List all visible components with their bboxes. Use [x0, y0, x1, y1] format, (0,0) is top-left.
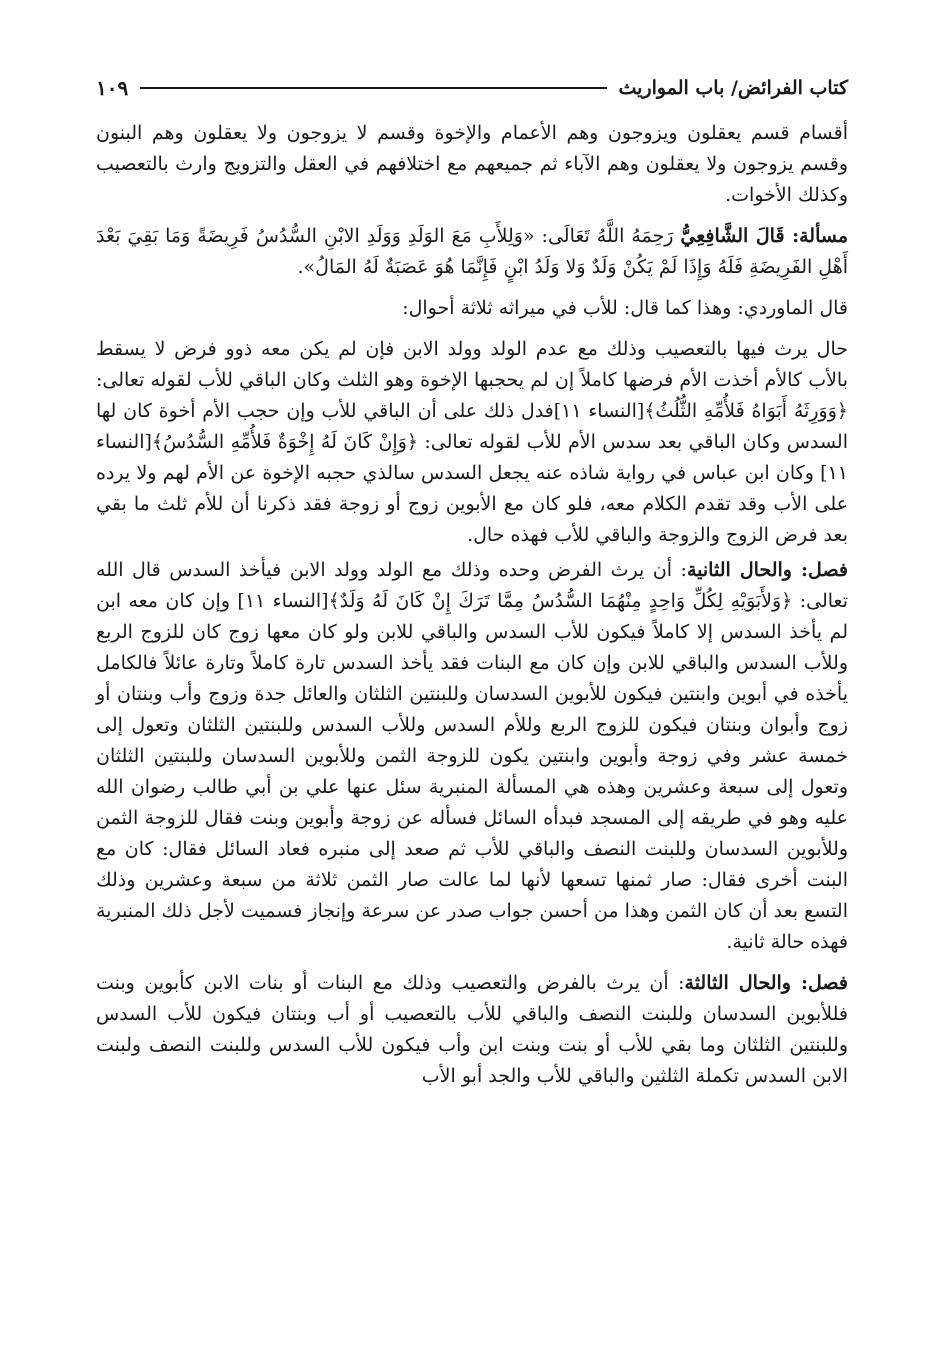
paragraph-1-text: أقسام قسم يعقلون ويزوجون وهم الأعمام والإخوة وقسم لا يزوجون ولا يعقلون وهم البنون وقسم يزوجون ولا يعقلون وهم الآباء ثم جميعهم مع اختلافهم في العقل والتزويج وارث بالتعصيب وكذلك الأخوات.: [96, 122, 848, 206]
paragraph-6-text: : أن يرث بالفرض والتعصيب وذلك مع البنات أو بنات الابن كأبوين وبنت فللأبوين السدسان وللبنت النصف والباقي للأب بالتعصيب أو أب وبنتان فيكون للأب السدس وللبنتين الثلثان وما بقي للأب أو بنت وبنت ابن وأب فيكون للأب السدس وللبنت النصف ولبنت الابن السدس تكملة الثلثين والباقي للأب والجد أبو الأب: [96, 972, 848, 1087]
paragraph-2-lead: مسألة: قَالَ الشَّافِعِيُّ: [680, 225, 849, 247]
paragraph-5-lead: فصل: والحال الثانية: [686, 559, 848, 581]
paragraph-6-lead: فصل: والحال الثالثة: [684, 972, 848, 994]
book-page: [96, 70, 848, 1092]
paragraph-1: [96, 118, 848, 211]
header-title: كتاب الفرائض/ باب المواريث: [618, 77, 848, 99]
header-rule: [140, 87, 606, 89]
paragraph-4: [96, 334, 848, 551]
paragraph-5: [96, 555, 848, 958]
paragraph-4-text: حال يرث فيها بالتعصيب وذلك مع عدم الولد وولد الابن فإن لم يكن معه ذوو فرض لا يسقط بالأب كالأم أخذت الأم فرضها كاملاً إن لم يحجبها الإخوة وهو الثلث وكان الباقي للأب لقوله تعالى: ﴿وَوَرِثَهُ أَبَوَاهُ فَلأُمِّهِ الثُّلُثُ﴾[النساء ١١]فدل ذلك على أن الباقي للأب وإن حجب الأم أخوة كان لها السدس وكان الباقي بعد سدس الأم للأب لقوله تعالى: ﴿وَإِنْ كَانَ لَهُ إِخْوَةٌ فَلأُمِّهِ السُّدُسُ﴾[النساء ١١] وكان ابن عباس في رواية شاذه عنه يجعل السدس سالذي حجبه الإخوة عن الأم لهم ولا يرده على الأب وقد تقدم الكلام معه، فلو كان مع الأبوين زوج أو زوجة فقد ذكرنا أن للأم ثلث ما بقي بعد فرض الزوج والزوجة والباقي للأب فهذه حال.: [96, 338, 848, 546]
paragraph-2-text: رَحِمَهُ اللَّهُ تَعَالَى: «وَلِلأَبِ مَعَ الوَلَدِ وَوَلَدِ الابْنِ السُّدُسُ فَرِيضَةً وَمَا بَقِيَ بَعْدَ أَهْلِ الفَرِيضَةِ فَلَهُ وَإِذَا لَمْ يَكُنْ وَلَدٌ وَلا وَلَدُ ابْنٍ فَإِنَّمَا هُوَ عَصَبَةٌ لَهُ المَالُ».: [96, 225, 848, 278]
paragraph-3-text: قال الماوردي: وهذا كما قال: للأب في ميراثه ثلاثة أحوال:: [402, 297, 848, 319]
running-header: [96, 70, 848, 106]
paragraph-6: [96, 968, 848, 1092]
page-number: ١٠٩: [96, 76, 129, 100]
paragraph-2: [96, 221, 848, 283]
paragraph-3: [96, 293, 848, 324]
paragraph-5-text: : أن يرث الفرض وحده وذلك مع الولد وولد الابن فيأخذ السدس قال الله تعالى: ﴿وَلأَبَوَيْهِ لِكُلِّ وَاحِدٍ مِنْهُمَا السُّدُسُ مِمَّا تَرَكَ إِنْ كَانَ لَهُ وَلَدٌ﴾[النساء ١١] وإن كان معه ابن لم يأخذ السدس إلا كاملاً فيكون للأب السدس والباقي للابن ولو كان معها زوج كان للزوج الربع وللأب السدس والباقي للابن وإن كان مع البنات فقد يأخذ السدس تارة كاملاً وتارة عائلاً فالكامل يأخذه في أبوين وابنتين فيكون للأبوين السدسان وللبنتين الثلثان والعائل جدة وزوج وأب وبنتان أو زوج وأبوان وبنتان فيكون للزوج الربع وللأم السدس وللأب السدس وللبنتين الثلثان وتعول إلى خمسة عشر وفي زوجة وأبوين وابنتين يكون للزوجة الثمن وللأبوين السدسان وللبنتين الثلثان وتعول إلى سبعة وعشرين وهذه هي المسألة المنبرية سئل عنها علي بن أبي طالب رضوان الله عليه وهو في طريقه إلى المسجد فبدأه السائل فسأله عن زوجة وأبوين وبنت فقال للزوجة الثمن وللأبوين السدسان وللبنت النصف والباقي للأب ثم صعد إلى منبره فعاد السائل فقال: كان مع البنت أخرى فقال: صار ثمنها تسعها لأنها لما عالت صار الثمن ثلاثة من سبعة وعشرين وذلك التسع بعد أن كان الثمن وهذا من أحسن جواب صدر عن سرعة وإنجاز فسميت لأجل ذلك المنبرية فهذه حالة ثانية.: [96, 559, 848, 953]
